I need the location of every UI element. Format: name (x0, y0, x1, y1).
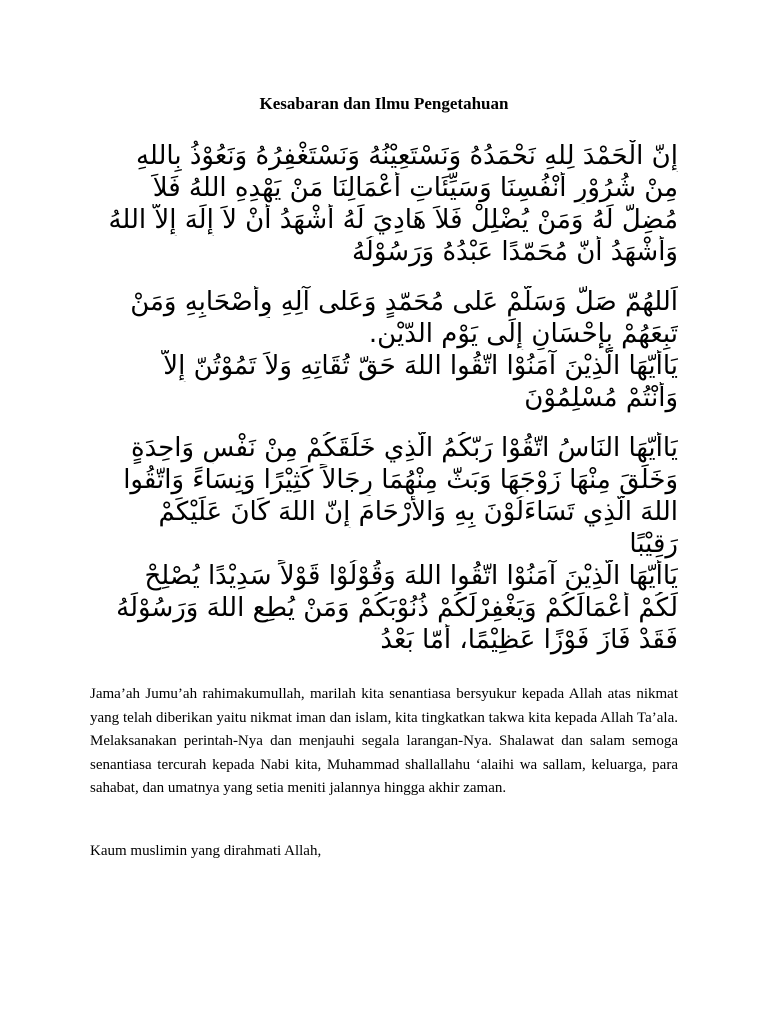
arabic-shalawat (90, 286, 678, 414)
arabic-line: وَأَشْهَدُ أَنّ مُحَمّدًا عَبْدُهُ وَرَسُوْلُهُ (351, 237, 678, 267)
arabic-line: تَبِعَهُمْ بِإِحْسَانٍ إِلَى يَوْمِ الدّيْن. (368, 319, 678, 349)
arabic-line: لَكُمْ أَعْمَالَكُمْ وَيَغْفِرْلَكُمْ ذُنُوْبَكُمْ وَمَنْ يُطِعِ اللهَ وَرَسُوْلَهُ (116, 593, 678, 623)
arabic-line: يَاأَيّهَا الّذِيْنَ آمَنُوْا اتّقُوا اللهَ حَقّ تُقَاتِهِ وَلاَ تَمُوْتُنّ إِلاّ (163, 351, 678, 381)
arabic-line: يَاأَيّهَا الّذِيْنَ آمَنُوْا اتّقُوا اللهَ وَقُوْلُوْا قَوْلاً سَدِيْدًا يُصْلِحْ (144, 561, 678, 591)
greeting-paragraph: Kaum muslimin yang dirahmati Allah, (90, 843, 322, 859)
arabic-line: فَقَدْ فَازَ فَوْزًا عَظِيْمًا، أَمّا بَعْدُ (380, 625, 678, 655)
arabic-line: مِنْ شُرُوْرِ أَنْفُسِنَا وَسَيِّئَاتِ أَعْمَالِنَا مَنْ يَهْدِهِ اللهُ فَلاَ (152, 173, 678, 203)
arabic-line: مُضِلّ لَهُ وَمَنْ يُضْلِلْ فَلاَ هَادِيَ لَهُ أَشْهَدُ أَنْ لاَ إِلَهَ إِلاّ اللهُ (108, 205, 678, 235)
arabic-line: اللهَ الّذِي تَسَاءَلُوْنَ بِهِ وَالأَرْحَامَ إِنّ اللهَ كَانَ عَلَيْكَمْ (158, 497, 678, 527)
arabic-opening-praise (90, 140, 678, 268)
arabic-line: وَخَلَقَ مِنْهَا زَوْجَهَا وَبَثّ مِنْهُمَا رِجَالاً كَثِيْرًا وَنِسَاءً وَاتّقُوا (123, 465, 678, 495)
arabic-verses (90, 432, 678, 656)
arabic-line: يَاأَيّهَا النَاسُ اتّقُوْا رَبّكُمُ الّذِي خَلَقَكُمْ مِنْ نَفْسٍ وَاحِدَةٍ (130, 433, 678, 463)
arabic-line: إِنّ الْحَمْدَ لِلهِ نَحْمَدُهُ وَنَسْتَعِيْنُهُ وَنَسْتَغْفِرُهُ وَنَعُوْذُ بِاللهِ (135, 141, 678, 171)
arabic-line: وَأَنْتُمْ مُسْلِمُوْنَ (524, 383, 678, 413)
document-title: Kesabaran dan Ilmu Pengetahuan (259, 94, 509, 113)
opening-paragraph: Jama’ah Jumu’ah rahimakumullah, marilah kita senantiasa bersyukur kepada Allah atas nikmat yang telah diberikan yaitu nikmat iman dan islam, kita tingkatkan takwa kita kepada Allah Ta’ala. Melaksanakan perintah-Nya dan menjauhi segala larangan-Nya. Shalawat dan salam semoga senantiasa tercurah kepada Nabi kita, Muhammad shallallahu ‘alaihi wa sallam, keluarga, para sahabat, dan umatnya yang setia meniti jalannya hingga akhir zaman. (90, 686, 678, 796)
arabic-line: رَقِيْبًا (629, 529, 678, 559)
arabic-line: اَللهُمّ صَلّ وَسَلّمْ عَلى مُحَمّدٍ وَعَلى آلِهِ وِأَصْحَابِهِ وَمَنْ (130, 287, 678, 317)
